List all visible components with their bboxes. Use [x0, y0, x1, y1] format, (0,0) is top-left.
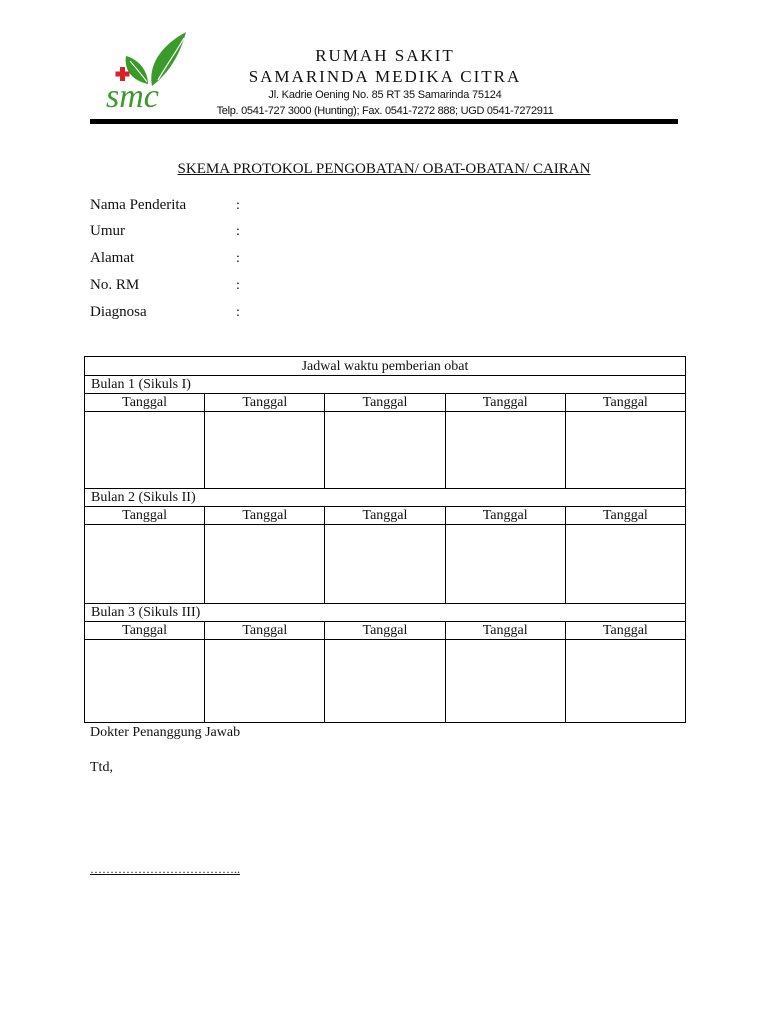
date-header: Tanggal: [445, 507, 565, 525]
document-title: SKEMA PROTOKOL PENGOBATAN/ OBAT-OBATAN/ CAIRAN: [177, 161, 591, 177]
field-label-alamat: Alamat: [90, 250, 135, 266]
month-2-label: Bulan 2 (Sikuls II): [85, 489, 686, 507]
field-label-diagnosa: Diagnosa: [90, 304, 147, 320]
date-cell[interactable]: [565, 525, 685, 604]
date-cell[interactable]: [85, 525, 205, 604]
date-cell[interactable]: [325, 525, 445, 604]
date-cell[interactable]: [85, 412, 205, 489]
header-rule: [90, 119, 678, 124]
field-label-no-rm: No. RM: [90, 277, 140, 293]
date-header: Tanggal: [205, 622, 325, 640]
hospital-name-line1: RUMAH SAKIT: [315, 46, 455, 65]
hospital-logo: [100, 28, 190, 113]
date-header: Tanggal: [325, 507, 445, 525]
date-header: Tanggal: [565, 394, 685, 412]
date-header: Tanggal: [205, 507, 325, 525]
date-cell[interactable]: [205, 525, 325, 604]
field-label-nama: Nama Penderita: [90, 197, 187, 213]
month-3-label: Bulan 3 (Sikuls III): [85, 604, 686, 622]
date-cell[interactable]: [565, 640, 685, 723]
logo-text: smc: [106, 78, 159, 113]
date-header: Tanggal: [325, 622, 445, 640]
date-header: Tanggal: [85, 507, 205, 525]
date-header: Tanggal: [85, 622, 205, 640]
date-cell[interactable]: [445, 412, 565, 489]
date-cell[interactable]: [205, 640, 325, 723]
date-cell[interactable]: [565, 412, 685, 489]
table-heading: Jadwal waktu pemberian obat: [85, 357, 686, 376]
date-cell[interactable]: [205, 412, 325, 489]
field-label-umur: Umur: [90, 223, 125, 239]
signature-line: ………………………………..: [90, 862, 240, 876]
date-cell[interactable]: [445, 525, 565, 604]
date-header: Tanggal: [445, 622, 565, 640]
date-cell[interactable]: [85, 640, 205, 723]
date-header: Tanggal: [325, 394, 445, 412]
field-colon: :: [236, 305, 240, 320]
doctor-role-label: Dokter Penanggung Jawab: [90, 725, 241, 740]
field-colon: :: [236, 224, 240, 239]
hospital-address: Jl. Kadrie Oening No. 85 RT 35 Samarinda 75124: [268, 89, 502, 101]
date-cell[interactable]: [325, 640, 445, 723]
signature-ttd: Ttd,: [90, 760, 113, 775]
date-cell[interactable]: [325, 412, 445, 489]
field-colon: :: [236, 251, 240, 266]
schedule-table: [84, 356, 686, 723]
date-header: Tanggal: [565, 622, 685, 640]
field-colon: :: [236, 278, 240, 293]
date-header: Tanggal: [565, 507, 685, 525]
date-header: Tanggal: [205, 394, 325, 412]
hospital-contact: Telp. 0541-727 3000 (Hunting); Fax. 0541-7272 888; UGD 0541-7272911: [216, 105, 554, 117]
date-cell[interactable]: [445, 640, 565, 723]
date-header: Tanggal: [85, 394, 205, 412]
hospital-name-line2: SAMARINDA MEDIKA CITRA: [248, 67, 522, 86]
date-header: Tanggal: [445, 394, 565, 412]
field-colon: :: [236, 198, 240, 213]
month-1-label: Bulan 1 (Sikuls I): [85, 376, 686, 394]
